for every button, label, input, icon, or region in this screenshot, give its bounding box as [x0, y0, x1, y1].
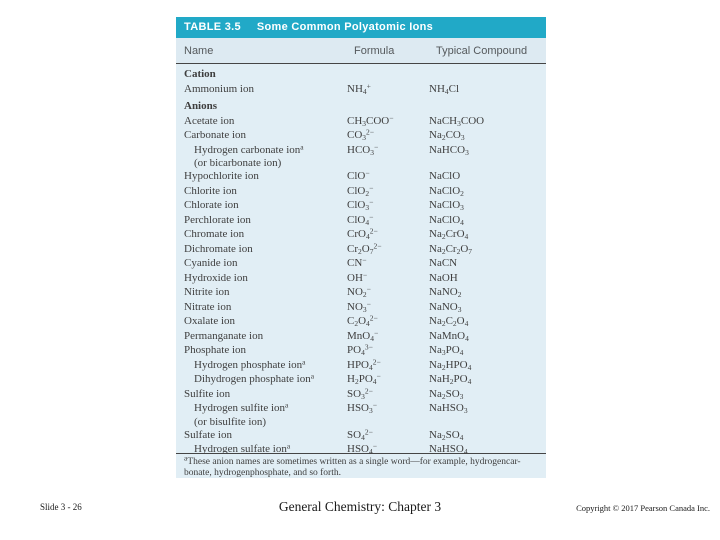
table-row: [176, 82, 546, 97]
ion-name: Hydrogen phosphate ion$^a$: [194, 356, 306, 371]
table-row: [176, 271, 546, 286]
table-row: [176, 242, 546, 257]
ion-name: Cyanide ion: [184, 257, 238, 269]
footer-course-title: General Chemistry: Chapter 3: [278, 499, 442, 514]
column-header-typical-compound: Typical Compound: [436, 45, 528, 57]
ion-formula: $PO_4^{3-}$: [347, 342, 373, 357]
table-row: [176, 329, 546, 344]
ion-name: Sulfite ion: [184, 387, 231, 400]
typical-compound: NaClO$_3$: [429, 199, 464, 212]
table-row: [176, 213, 546, 228]
ion-formula: $HCO_3^-$: [347, 141, 379, 157]
ion-name: Chlorate ion: [184, 199, 239, 211]
typical-compound: NaHSO$_3$: [429, 402, 468, 415]
table-row: [176, 285, 546, 300]
ion-formula: $SO_4^{2-}$: [347, 426, 373, 442]
typical-compound: $Na_2HPO_4$: [429, 358, 472, 372]
ion-name: Dichromate ion: [184, 242, 253, 255]
typical-compound: NaClO$_4$: [429, 213, 464, 227]
table-number: TABLE 3.5: [184, 21, 241, 33]
table-footnote: [176, 453, 546, 478]
ion-formula: $HSO_4^-$: [347, 441, 377, 453]
ion-name: Chromate ion: [184, 228, 245, 240]
ion-formula: OH−: [347, 269, 368, 284]
typical-compound: NaNO$_3$: [429, 300, 462, 314]
polyatomic-ions-table: [176, 17, 546, 478]
ion-formula: $HSO_3^-$: [347, 400, 377, 415]
typical-compound: NaClO: [429, 170, 461, 182]
ion-name-alt: (or bisulfite ion): [194, 415, 267, 428]
typical-compound: $NaH_2PO_4$: [429, 373, 472, 386]
ion-name: Nitrate ion: [184, 300, 232, 313]
footer-copyright: Copyright © 2017 Pearson Canada Inc.: [576, 503, 710, 513]
ion-name: Nitrite ion: [184, 286, 230, 298]
section-label: Cation: [184, 68, 216, 80]
typical-compound: NaHSO$_4$: [429, 443, 468, 453]
table-row: [176, 256, 546, 271]
ion-formula: CN−: [347, 255, 367, 269]
ion-formula: $NH_4^+$: [347, 80, 371, 96]
ion-name: Hydrogen sulfate ion$^a$: [194, 441, 291, 453]
typical-compound: NaMnO$_4$: [429, 329, 469, 343]
table-row: [176, 428, 546, 443]
ion-formula: MnO$_4$−: [347, 327, 379, 343]
ion-name: Hydrogen carbonate ion$^a$ (or bicarbonate ion): [176, 143, 347, 170]
table-title-bar: [176, 17, 546, 38]
ion-name: Sulfate ion: [184, 428, 232, 441]
ion-name: Chlorite ion: [184, 184, 237, 197]
ion-name: Oxalate ion: [184, 315, 236, 327]
typical-compound: $Na_3PO_4$: [429, 344, 464, 357]
ion-formula: ClO$_3$−: [347, 197, 374, 212]
column-header-formula: Formula: [354, 45, 395, 57]
table-row: [176, 198, 546, 213]
typical-compound: $Na_2SO_3$: [429, 387, 464, 401]
table-row: [176, 358, 546, 373]
ion-formula: ClO$_4$−: [347, 211, 374, 227]
ion-formula: $CH_3COO^-$: [347, 112, 394, 128]
ion-formula: $Cr_2O_7^{2-}$: [347, 240, 382, 256]
footnote-text: $^a$These anion names are sometimes written as a single word—for example, hydrogencar- bonate, hydrogenphosphate, and so forth.: [184, 453, 521, 478]
table-row: [176, 114, 546, 129]
table-row: [176, 128, 546, 143]
slide-number: Slide 3 - 26: [40, 502, 82, 512]
typical-compound: NaOH: [429, 271, 458, 284]
ion-formula: $C_2O_4^{2-}$: [347, 313, 378, 328]
typical-compound: NaClO$_2$: [429, 184, 464, 198]
ion-formula: ClO−: [347, 168, 370, 182]
ion-name: Permanganate ion: [184, 329, 264, 342]
ion-name: Perchlorate ion: [184, 213, 251, 226]
ion-formula: $HPO_4^{2-}$: [347, 356, 381, 372]
table-row: [176, 169, 546, 184]
typical-compound: $Na_2SO_4$: [429, 428, 464, 442]
table-body: [176, 64, 546, 453]
table-row: [176, 401, 546, 428]
table-row: [176, 184, 546, 199]
typical-compound: $Na_2Cr_2O_7$: [429, 242, 473, 256]
ion-name: Carbonate ion: [184, 129, 247, 141]
ion-formula: $NO_2^-$: [347, 284, 371, 299]
ion-name: Hypochlorite ion: [184, 170, 259, 182]
ion-name-alt: (or bicarbonate ion): [194, 157, 282, 169]
table-column-headers: [176, 38, 546, 64]
ion-name: Acetate ion: [184, 114, 235, 127]
typical-compound: $Na_2CrO_4$: [429, 228, 469, 241]
table-row: [176, 143, 546, 170]
section-row: [176, 67, 546, 82]
typical-compound: NaHCO$_3$: [429, 143, 469, 157]
table-row: [176, 300, 546, 315]
ion-formula: $SO_3^{2-}$: [347, 385, 373, 401]
table-row: [176, 387, 546, 402]
ion-name: Dihydrogen phosphate ion$^a$: [194, 371, 315, 385]
column-header-name: Name: [184, 45, 214, 57]
ion-formula: $H_2PO_4^-$: [347, 371, 381, 386]
typical-compound: $Na_2CO_3$: [429, 129, 465, 142]
section-row: [176, 99, 546, 114]
table-title: Some Common Polyatomic Ions: [256, 21, 434, 33]
table-row: [176, 227, 546, 242]
typical-compound: NaNO$_2$: [429, 286, 462, 299]
ion-formula: $NO_3^-$: [347, 298, 371, 314]
ion-name: Hydrogen sulfite ion$^a$ (or bisulfite ion): [176, 401, 347, 428]
ion-formula: CrO$_4^{2-}$: [347, 226, 378, 241]
ion-formula: ClO$_2$−: [347, 182, 374, 198]
typical-compound: NaCN: [429, 257, 458, 269]
ion-name: Phosphate ion: [184, 344, 247, 356]
typical-compound: $Na_2C_2O_4$: [429, 315, 469, 328]
ion-name: Hydroxide ion: [184, 271, 248, 284]
ion-formula: $CO_3^{2-}$: [347, 127, 375, 142]
table-row: [176, 314, 546, 329]
table-row: [176, 372, 546, 387]
typical-compound: $NH_4Cl$: [429, 82, 460, 96]
ion-name: Ammonium ion: [184, 82, 254, 95]
table-row: [176, 343, 546, 358]
typical-compound: NaCH$_3$COO: [429, 114, 485, 128]
section-label: Anions: [184, 100, 218, 112]
table-row: [176, 442, 546, 453]
